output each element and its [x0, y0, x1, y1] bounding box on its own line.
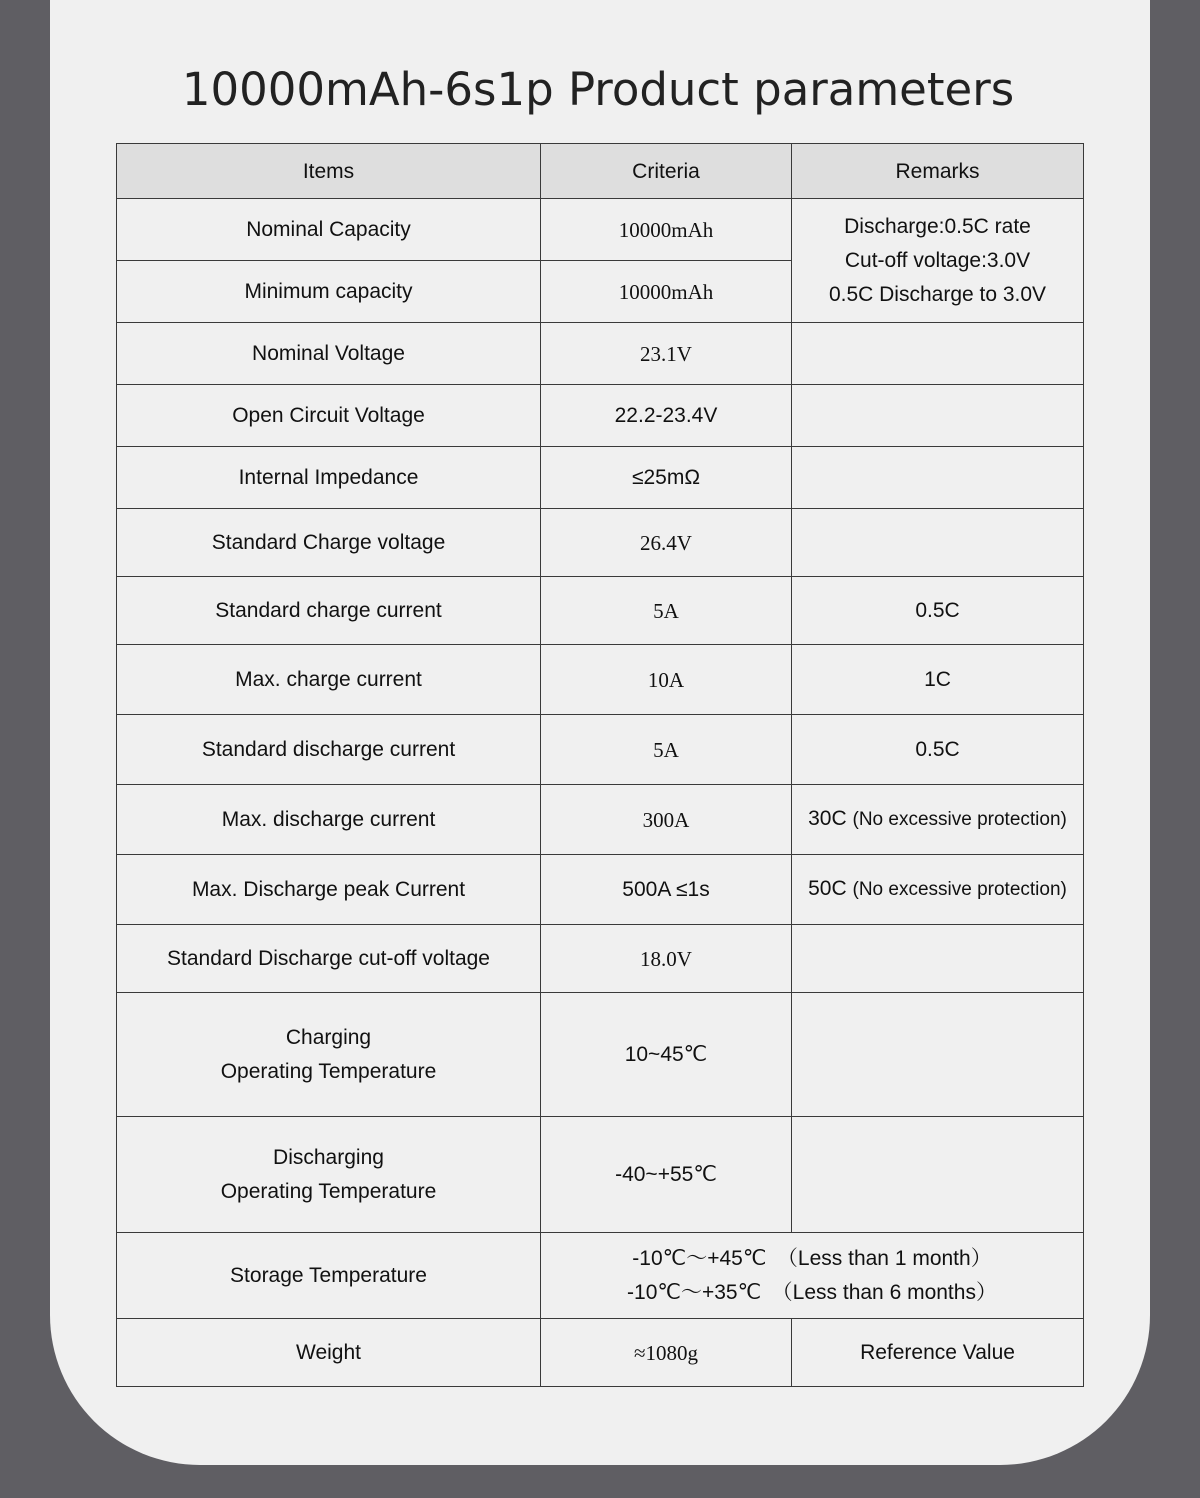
criteria-cell: 22.2-23.4V [541, 385, 792, 447]
remark-value: 50C [808, 877, 847, 900]
criteria-cell: 5A [541, 715, 792, 785]
criteria-cell: 23.1V [541, 323, 792, 385]
item-line: Discharging [273, 1145, 384, 1169]
criteria-cell: -40~+55℃ [541, 1117, 792, 1233]
item-cell: Standard Charge voltage [117, 509, 541, 577]
remark-cell [792, 1117, 1084, 1233]
item-cell: Weight [117, 1319, 541, 1387]
remark-line: Cut-off voltage:3.0V [844, 248, 1031, 272]
criteria-cell: 500A ≤1s [541, 855, 792, 925]
criteria-cell: 10000mAh [541, 199, 792, 261]
header-items: Items [117, 144, 541, 199]
table-row [117, 993, 1084, 1117]
remark-cell [792, 385, 1084, 447]
table-row [117, 1319, 1084, 1387]
remark-line: Discharge:0.5C rate [844, 214, 1031, 238]
table-row [117, 925, 1084, 993]
item-cell: Internal Impedance [117, 447, 541, 509]
remark-cell [792, 509, 1084, 577]
remark-cell [792, 925, 1084, 993]
item-cell: Minimum capacity [117, 261, 541, 323]
item-cell: Open Circuit Voltage [117, 385, 541, 447]
criteria-cell: 10~45℃ [541, 993, 792, 1117]
item-cell [117, 993, 541, 1117]
table-row [117, 645, 1084, 715]
criteria-cell: 5A [541, 577, 792, 645]
page-title: 10000mAh-6s1p Product parameters [181, 63, 1015, 116]
item-cell: Storage Temperature [117, 1233, 541, 1319]
table-row [117, 1117, 1084, 1233]
table-row [117, 323, 1084, 385]
remark-value: 30C [808, 807, 847, 830]
table-row [117, 385, 1084, 447]
remark-cell: 0.5C [792, 715, 1084, 785]
item-cell: Max. charge current [117, 645, 541, 715]
criteria-cell: 26.4V [541, 509, 792, 577]
item-cell: Max. discharge current [117, 785, 541, 855]
item-cell: Standard charge current [117, 577, 541, 645]
table-row [117, 199, 1084, 261]
criteria-cell: 18.0V [541, 925, 792, 993]
criteria-cell: 10A [541, 645, 792, 715]
remark-cell: 1C [792, 645, 1084, 715]
table-row [117, 855, 1084, 925]
remark-cell: Reference Value [792, 1319, 1084, 1387]
table-row [117, 447, 1084, 509]
item-cell [117, 1117, 541, 1233]
remark-note: (No excessive protection) [852, 879, 1067, 900]
parameters-table [116, 143, 1084, 1387]
header-criteria: Criteria [541, 144, 792, 199]
storage-criteria-cell [541, 1233, 1084, 1319]
remark-cell [792, 447, 1084, 509]
criteria-line: -10℃～+45℃ （Less than 1 month） [632, 1246, 992, 1270]
item-line: Charging [285, 1025, 372, 1049]
capacity-remark-cell [792, 199, 1084, 323]
header-remarks: Remarks [792, 144, 1084, 199]
remark-line: 0.5C Discharge to 3.0V [828, 282, 1047, 306]
remark-cell: 0.5C [792, 577, 1084, 645]
remark-cell [792, 993, 1084, 1117]
criteria-cell: 300A [541, 785, 792, 855]
table-row [117, 577, 1084, 645]
item-line: Operating Temperature [220, 1059, 437, 1083]
remark-cell [792, 785, 1084, 855]
table-row [117, 715, 1084, 785]
criteria-cell: ≤25mΩ [541, 447, 792, 509]
criteria-cell: ≈1080g [541, 1319, 792, 1387]
item-cell: Nominal Voltage [117, 323, 541, 385]
remark-cell [792, 323, 1084, 385]
table-row [117, 785, 1084, 855]
remark-note: (No excessive protection) [852, 809, 1067, 830]
criteria-line: -10℃～+35℃ （Less than 6 months） [627, 1280, 997, 1304]
table-row [117, 1233, 1084, 1319]
table-header-row [117, 144, 1084, 199]
item-cell: Max. Discharge peak Current [117, 855, 541, 925]
remark-cell [792, 855, 1084, 925]
item-cell: Standard Discharge cut-off voltage [117, 925, 541, 993]
table-row [117, 509, 1084, 577]
criteria-cell: 10000mAh [541, 261, 792, 323]
item-line: Operating Temperature [220, 1179, 437, 1203]
item-cell: Nominal Capacity [117, 199, 541, 261]
item-cell: Standard discharge current [117, 715, 541, 785]
